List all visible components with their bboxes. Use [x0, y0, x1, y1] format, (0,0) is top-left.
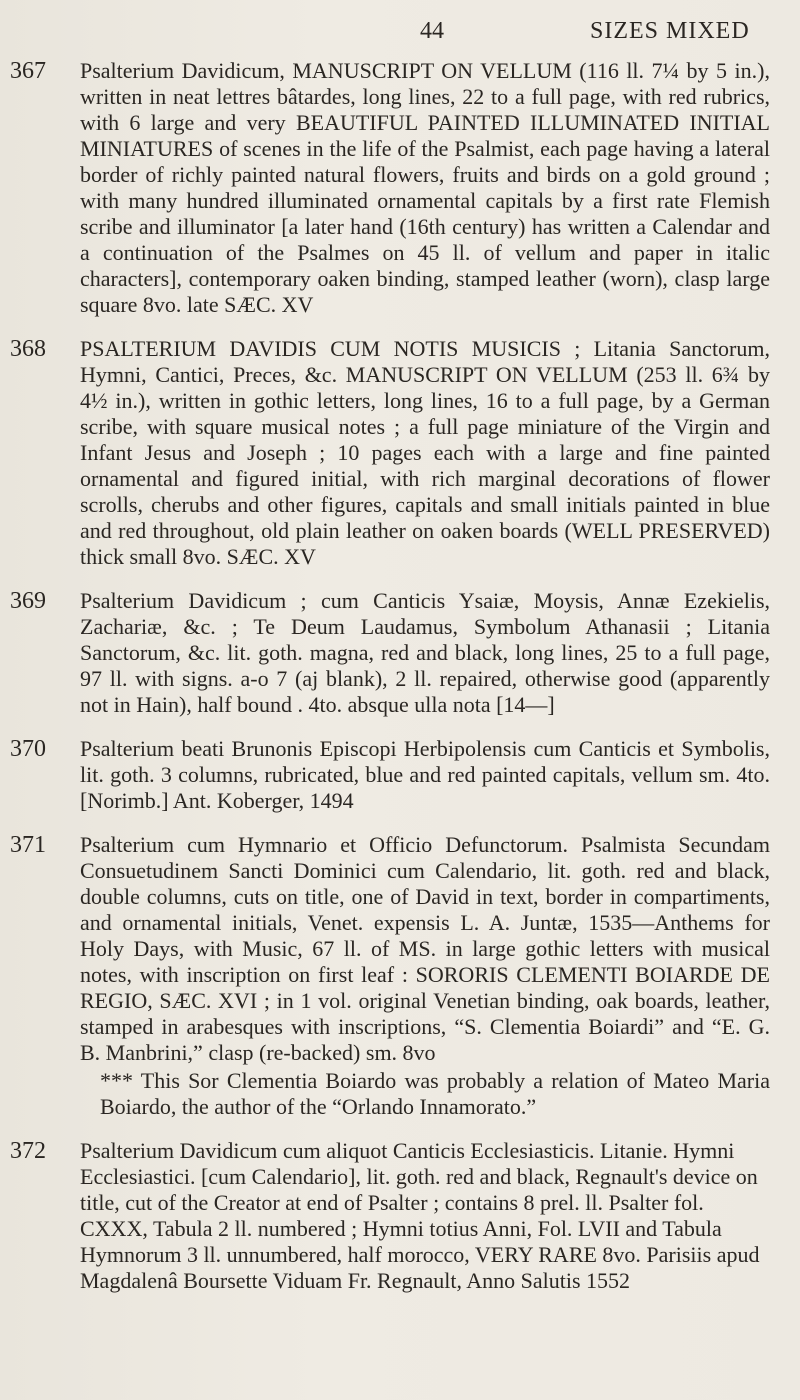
lot-number: 371	[10, 832, 46, 858]
entry-description: Psalterium beati Brunonis Episcopi Herbipolensis cum Canticis et Symbolis, lit. goth. 3 columns, rubricated, blue and red painted capitals, vellum sm. 4to. [Norimb.] Ant. Koberger, 1494	[80, 736, 770, 813]
lot-number: 369	[10, 588, 46, 614]
entry-description: Psalterium Davidicum ; cum Canticis Ysaiæ, Moysis, Annæ Ezekielis, Zachariæ, &c. ; Te Deum Laudamus, Symbolum Athanasii ; Litania Sanctorum, &c. lit. goth. magna, red and black, long lines, 25 to a full page, 97 ll. with signs. a-o 7 (aj blank), 2 ll. repaired, otherwise good (apparently not in Hain), half bound . 4to. absque ulla nota [14—]	[80, 588, 770, 717]
entry-description: PSALTERIUM DAVIDIS CUM NOTIS MUSICIS ; Litania Sanctorum, Hymni, Cantici, Preces, &c. MANUSCRIPT ON VELLUM (253 ll. 6¾ by 4½ in.), written in gothic letters, long lines, 16 to a full page, by a German scribe, with square musical notes ; a full page miniature of the Virgin and Infant Jesus and Joseph ; 10 pages each with a large and fine painted ornamental and figured initial, with rich marginal decorations of flower scrolls, cherubs and other figures, capitals and small initials painted in blue and red throughout, old plain leather on oaken boards (WELL PRESERVED) thick small 8vo. SÆC. XV	[80, 336, 770, 569]
catalogue-entries	[0, 58, 800, 1312]
catalogue-entry	[0, 588, 800, 718]
lot-number: 372	[10, 1138, 46, 1164]
running-head	[0, 18, 800, 48]
catalogue-entry	[0, 832, 800, 1120]
lot-number: 370	[10, 736, 46, 762]
catalogue-entry	[0, 336, 800, 570]
section-title: SIZES MIXED	[590, 18, 750, 44]
page-number: 44	[420, 18, 444, 44]
entry-description: Psalterium Davidicum cum aliquot Canticis Ecclesiasticis. Litanie. Hymni Ecclesiastici. [cum Calendario], lit. goth. red and black, Regnault's device on title, cut of the Creator at end of Psalter ; contains 8 prel. ll. Psalter fol. CXXX, Tabula 2 ll. numbered ; Hymni totius Anni, Fol. LVII and Tabula Hymnorum 3 ll. unnumbered, half morocco, VERY RARE 8vo. Parisiis apud Magdalenâ Boursette Viduam Fr. Regnault, Anno Salutis 1552	[80, 1138, 760, 1293]
lot-number: 368	[10, 336, 46, 362]
catalogue-entry	[0, 1138, 800, 1294]
catalogue-entry	[0, 58, 800, 318]
entry-description: Psalterium cum Hymnario et Officio Defunctorum. Psalmista Secundam Consuetudinem Sancti Dominici cum Calendario, lit. goth. red and black, double columns, cuts on title, one of David in text, border in compartiments, and ornamental initials, Venet. expensis L. A. Juntæ, 1535—Anthems for Holy Days, with Music, 67 ll. of MS. in large gothic letters with musical notes, with inscription on first leaf : SORORIS CLEMENTI BOIARDE DE REGIO, SÆC. XVI ; in 1 vol. original Venetian binding, oak boards, leather, stamped in arabesques with inscriptions, “S. Clementia Boiardi” and “E. G. B. Manbrini,” clasp (re-backed) sm. 8vo	[80, 832, 770, 1065]
lot-number: 367	[10, 58, 46, 84]
entry-description: Psalterium Davidicum, MANUSCRIPT ON VELLUM (116 ll. 7¼ by 5 in.), written in neat lettres bâtardes, long lines, 22 to a full page, with red rubrics, with 6 large and very BEAUTIFUL PAINTED ILLUMINATED INITIAL MINIATURES of scenes in the life of the Psalmist, each page having a lateral border of richly painted natural flowers, fruits and birds on a gold ground ; with many hundred illuminated ornamental capitals by a first rate Flemish scribe and illuminator [a later hand (16th century) has written a Calendar and a continuation of the Psalmes on 45 ll. of vellum and paper in italic characters], contemporary oaken binding, stamped leather (worn), clasp large square 8vo. late SÆC. XV	[80, 58, 770, 317]
catalogue-entry	[0, 736, 800, 814]
entry-note: *** This Sor Clementia Boiardo was probably a relation of Mateo Maria Boiardo, the author of the “Orlando Innamorato.”	[100, 1068, 770, 1119]
